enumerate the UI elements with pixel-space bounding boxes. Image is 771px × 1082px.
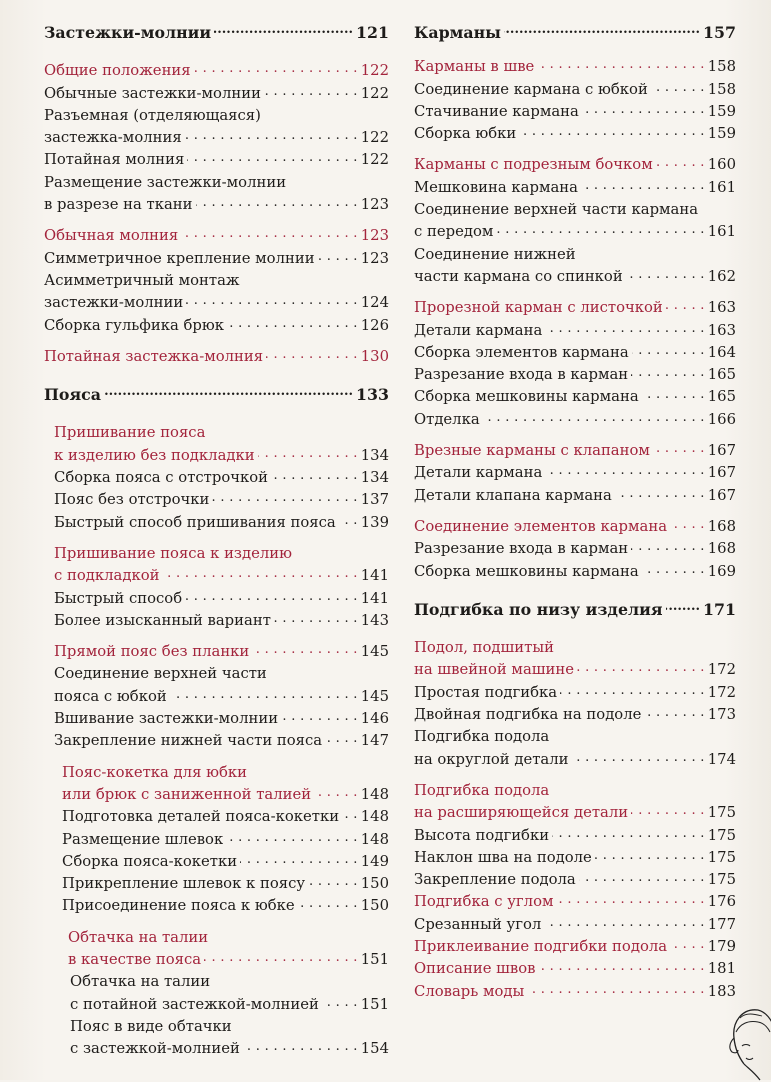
toc-subsection-general[interactable]: [44, 60, 389, 82]
leader-dots: [552, 825, 705, 847]
toc-title: Застежки-молнии: [44, 23, 212, 42]
toc-entry[interactable]: [414, 749, 736, 771]
toc-entry[interactable]: [44, 588, 389, 610]
leader-dots: [666, 599, 700, 621]
toc-subsection-machine-hem[interactable]: [414, 659, 736, 681]
toc-title: Срезанный угол: [414, 915, 542, 933]
toc-title: Подготовка деталей пояса-кокетки: [62, 808, 340, 826]
toc-page-number: 177: [707, 915, 736, 933]
toc-title: Словарь моды: [414, 982, 525, 1000]
toc-entry[interactable]: [414, 101, 736, 123]
toc-entry[interactable]: [414, 221, 736, 243]
leader-dots: [264, 83, 358, 105]
toc-title: Описание швов: [414, 960, 536, 978]
toc-title: части кармана со спинкой: [414, 267, 623, 285]
leader-dots: [227, 315, 358, 337]
leader-dots: [274, 610, 358, 632]
toc-page-number: 141: [360, 589, 389, 607]
toc-entry[interactable]: [414, 342, 736, 364]
toc-title: Пояс без отстрочки: [54, 491, 210, 509]
toc-page-number: 122: [360, 151, 389, 169]
leader-dots: [162, 565, 357, 587]
toc-entry[interactable]: [414, 869, 736, 891]
toc-title: Сборка пояса-кокетки: [62, 852, 238, 870]
toc-title: Быстрый способ: [54, 589, 183, 607]
toc-title-line: Подгибка подола: [414, 728, 550, 746]
leader-dots: [322, 994, 358, 1016]
toc-entry[interactable]: [44, 292, 389, 314]
toc-title: Карманы: [414, 23, 502, 42]
toc-page-number: 167: [707, 464, 736, 482]
toc-entry[interactable]: [414, 538, 736, 560]
toc-entry[interactable]: [414, 825, 736, 847]
toc-page-number: 171: [703, 599, 736, 619]
leader-dots: [642, 386, 705, 408]
leader-dots: [240, 851, 358, 873]
toc-title: пояса с юбкой: [54, 687, 167, 705]
toc-title: Прямой пояс без планки: [54, 643, 250, 661]
toc-page-number: 181: [707, 960, 736, 978]
leader-dots: [194, 60, 358, 82]
toc-title: застежка-молния: [44, 129, 182, 147]
leader-dots: [298, 895, 358, 917]
toc-page-number: 151: [360, 950, 389, 968]
toc-entry[interactable]: [44, 851, 389, 873]
toc-subsection-corner-hem[interactable]: [414, 891, 736, 913]
toc-title: Приклеивание подгибки подола: [414, 937, 668, 955]
toc-page-number: 148: [360, 808, 389, 826]
leader-dots: [519, 123, 704, 145]
leader-dots: [204, 949, 358, 971]
leader-dots: [651, 79, 705, 101]
toc-subsection-seams[interactable]: [414, 958, 736, 980]
toc-title-line: Подгибка подола: [414, 781, 550, 799]
toc-page-number: 175: [707, 804, 736, 822]
toc-title: Детали кармана: [414, 321, 543, 339]
toc-title: Потайная молния: [44, 151, 185, 169]
toc-title: Мешковина кармана: [414, 178, 578, 196]
toc-subsection-elements-join[interactable]: [414, 516, 736, 538]
toc-page-number: 123: [360, 249, 389, 267]
toc-title-line: Подол, подшитый: [414, 639, 554, 657]
face-sketch-icon: [718, 1002, 771, 1082]
leader-dots: [632, 342, 705, 364]
toc-title: на расширяющейся детали: [414, 804, 629, 822]
toc-page-number: 165: [707, 388, 736, 406]
toc-title-line: Асимметричный монтаж: [44, 271, 240, 289]
toc-page-number: 175: [707, 848, 736, 866]
toc-entry[interactable]: [414, 409, 736, 431]
leader-dots: [271, 467, 358, 489]
toc-section-waistbands[interactable]: [44, 384, 389, 406]
toc-page-number: 147: [360, 732, 389, 750]
leader-dots: [170, 686, 358, 708]
toc-page-number: 122: [360, 62, 389, 80]
toc-title: на округлой детали: [414, 750, 569, 768]
toc-title-line: Соединение нижней: [414, 245, 576, 263]
toc-title: Детали клапана кармана: [414, 486, 612, 504]
toc-section-hems[interactable]: [414, 599, 736, 621]
leader-dots: [545, 462, 704, 484]
toc-page-number: 158: [707, 58, 736, 76]
leader-dots: [281, 708, 358, 730]
leader-dots: [595, 847, 705, 869]
toc-page-number: 168: [707, 540, 736, 558]
leader-dots: [631, 802, 705, 824]
toc-entry[interactable]: [414, 320, 736, 342]
toc-page-number: 163: [707, 299, 736, 317]
toc-title: Потайная застежка-молния: [44, 347, 264, 365]
leader-dots: [538, 958, 704, 980]
toc-subsection-regular-zip[interactable]: [44, 225, 389, 247]
toc-subsection-with-lining[interactable]: [44, 565, 389, 587]
toc-title: Детали кармана: [414, 464, 543, 482]
toc-page-number: 161: [707, 223, 736, 241]
toc-title-line: Обтачка на талии: [68, 928, 209, 946]
toc-section-pockets[interactable]: [414, 22, 736, 44]
toc-title: Сборка элементов кармана: [414, 343, 629, 361]
leader-dots: [537, 56, 704, 78]
toc-title: Карманы с подрезным бочком: [414, 156, 653, 174]
toc-entry[interactable]: [44, 708, 389, 730]
leader-dots: [653, 440, 705, 462]
toc-entry[interactable]: [414, 682, 736, 704]
toc-page-number: 176: [707, 893, 736, 911]
toc-entry[interactable]: [44, 686, 389, 708]
leader-dots: [258, 445, 358, 467]
toc-subsection-glossary[interactable]: [414, 981, 736, 1003]
leader-dots: [214, 22, 353, 44]
toc-page-number: 137: [360, 491, 389, 509]
toc-entry[interactable]: [414, 914, 736, 936]
toc-entry[interactable]: [44, 489, 389, 511]
toc-page-number: 148: [360, 830, 389, 848]
toc-page-number: 160: [707, 156, 736, 174]
toc-page-number: 143: [360, 611, 389, 629]
toc-page-number: 130: [360, 347, 389, 365]
leader-dots: [670, 936, 705, 958]
toc-left-column: [44, 22, 389, 1060]
toc-page-number: 172: [707, 661, 736, 679]
toc-title: Наклон шва на подоле: [414, 848, 592, 866]
toc-page-number: 163: [707, 321, 736, 339]
toc-subsection-invisible-zip[interactable]: [44, 346, 389, 368]
toc-page-number: 149: [360, 852, 389, 870]
leader-dots: [572, 749, 705, 771]
leader-dots: [496, 221, 704, 243]
toc-page-number: 133: [356, 385, 389, 405]
toc-page-number: 172: [707, 683, 736, 701]
leader-dots: [243, 1038, 358, 1060]
toc-entry[interactable]: [44, 127, 389, 149]
leader-dots: [644, 704, 704, 726]
toc-title-line: Соединение верхней части кармана: [414, 201, 699, 219]
toc-title-line: Размещение застежки-молнии: [44, 173, 287, 191]
toc-page-number: 175: [707, 826, 736, 844]
leader-dots: [226, 829, 358, 851]
toc-title: Закрепление нижней части пояса: [54, 732, 323, 750]
toc-page-number: 179: [707, 937, 736, 955]
toc-entry[interactable]: [44, 895, 389, 917]
toc-entry[interactable]: [44, 467, 389, 489]
toc-title: Разрезание входа в карман: [414, 366, 629, 384]
toc-title-line: Обтачка на талии: [70, 973, 211, 991]
toc-title: Высота подгибки: [414, 826, 550, 844]
leader-dots: [185, 127, 358, 149]
toc-entry[interactable]: [44, 83, 389, 105]
leader-dots: [212, 489, 357, 511]
toc-page-number: 121: [356, 23, 389, 42]
toc-page-number: 164: [707, 343, 736, 361]
toc-entry[interactable]: [414, 462, 736, 484]
toc-title: Врезные карманы с клапаном: [414, 442, 650, 460]
toc-page-number: 141: [360, 567, 389, 585]
leader-dots: [581, 177, 705, 199]
toc-page-number: 167: [707, 442, 736, 460]
toc-page-number: 159: [707, 125, 736, 143]
toc-title: Разрезание входа в карман: [414, 540, 629, 558]
toc-subsection-yoke[interactable]: [44, 784, 389, 806]
leader-dots: [266, 346, 358, 368]
toc-page-number: 150: [360, 897, 389, 915]
toc-entry[interactable]: [44, 806, 389, 828]
toc-title-line: Пришивание пояса к изделию: [54, 544, 293, 562]
toc-title: с застежкой-молнией: [70, 1040, 240, 1058]
toc-page-number: 126: [360, 316, 389, 334]
toc-page-number: 139: [360, 513, 389, 531]
leader-dots: [527, 981, 704, 1003]
leader-dots: [483, 409, 705, 431]
leader-dots: [104, 384, 353, 406]
toc-entry[interactable]: [414, 561, 736, 583]
leader-dots: [325, 730, 358, 752]
toc-page-number: 166: [707, 410, 736, 428]
toc-title-line: Пояс в виде обтачки: [70, 1017, 232, 1035]
toc-title: к изделию без подкладки: [54, 446, 255, 464]
toc-page-number: 134: [360, 469, 389, 487]
toc-page-number: 174: [707, 750, 736, 768]
toc-subsection-welt[interactable]: [414, 297, 736, 319]
toc-title: Присоединение пояса к юбке: [62, 897, 295, 915]
leader-dots: [252, 641, 357, 663]
toc-subsection-flared-hem[interactable]: [414, 802, 736, 824]
toc-page-number: 146: [360, 710, 389, 728]
leader-dots: [186, 292, 358, 314]
toc-title-line: Разъемная (отделяющаяся): [44, 106, 261, 124]
leader-dots: [196, 194, 358, 216]
toc-title: Закрепление подола: [414, 871, 576, 889]
toc-title: с передом: [414, 223, 494, 241]
toc-entry[interactable]: [414, 364, 736, 386]
toc-page-number: 145: [360, 643, 389, 661]
toc-title-line: Пояс-кокетка для юбки: [62, 763, 248, 781]
toc-title: Сборка юбки: [414, 125, 517, 143]
toc-title: Простая подгибка: [414, 683, 558, 701]
toc-subsection-seam-pockets[interactable]: [414, 56, 736, 78]
toc-entry[interactable]: [44, 610, 389, 632]
toc-entry[interactable]: [44, 873, 389, 895]
toc-page-number: 161: [707, 178, 736, 196]
toc-entry[interactable]: [44, 194, 389, 216]
toc-entry[interactable]: [414, 123, 736, 145]
leader-dots: [670, 516, 705, 538]
leader-dots: [631, 538, 705, 560]
toc-title: Сборка мешковины кармана: [414, 388, 639, 406]
toc-page-number: 175: [707, 871, 736, 889]
toc-title: Обычная молния: [44, 227, 179, 245]
toc-title: Стачивание кармана: [414, 102, 579, 120]
toc-page-number: 122: [360, 84, 389, 102]
toc-section-zippers[interactable]: [44, 22, 389, 44]
toc-title: Сборка гульфика брюк: [44, 316, 225, 334]
toc-title: Симметричное крепление молнии: [44, 249, 315, 267]
toc-subsection-flap[interactable]: [414, 440, 736, 462]
toc-page-number: 173: [707, 706, 736, 724]
leader-dots: [339, 512, 358, 534]
toc-title: Вшивание застежки-молнии: [54, 710, 279, 728]
toc-title: с подкладкой: [54, 567, 160, 585]
leader-dots: [557, 891, 705, 913]
toc-title: с потайной застежкой-молнией: [70, 995, 319, 1013]
toc-entry[interactable]: [414, 485, 736, 507]
toc-page-number: 124: [360, 294, 389, 312]
toc-title: Прорезной карман с листочкой: [414, 299, 663, 317]
toc-entry[interactable]: [44, 829, 389, 851]
toc-page-number: 158: [707, 80, 736, 98]
toc-page-number: 157: [703, 23, 736, 42]
toc-subsection-facing[interactable]: [44, 949, 389, 971]
toc-page-number: 145: [360, 687, 389, 705]
toc-title: Размещение шлевок: [62, 830, 224, 848]
toc-title: Общие положения: [44, 62, 191, 80]
leader-dots: [308, 873, 358, 895]
toc-title: в разрезе на ткани: [44, 196, 193, 214]
toc-subsection-no-lining[interactable]: [44, 445, 389, 467]
toc-entry[interactable]: [414, 177, 736, 199]
toc-page-number: 150: [360, 875, 389, 893]
toc-page-number: 183: [707, 982, 736, 1000]
leader-dots: [666, 297, 705, 319]
leader-dots: [626, 266, 705, 288]
toc-entry[interactable]: [44, 512, 389, 534]
toc-title: застежки-молнии: [44, 294, 184, 312]
toc-page-number: 165: [707, 366, 736, 384]
toc-title: Соединение элементов кармана: [414, 517, 668, 535]
toc-title: Прикрепление шлевок к поясу: [62, 875, 306, 893]
toc-title: Быстрый способ пришивания пояса: [54, 513, 336, 531]
toc-title: Пояса: [44, 385, 101, 405]
toc-page-number: 123: [360, 227, 389, 245]
toc-title: Более изысканный вариант: [54, 611, 271, 629]
toc-title: Подгибка с углом: [414, 893, 554, 911]
toc-title: Двойная подгибка на подоле: [414, 706, 642, 724]
toc-title: Отделка: [414, 410, 480, 428]
toc-page-number: 122: [360, 129, 389, 147]
toc-subsection-straight-belt[interactable]: [44, 641, 389, 663]
toc-right-column: [414, 22, 736, 1003]
toc-page-number: 169: [707, 562, 736, 580]
toc-title: Соединение кармана с юбкой: [414, 80, 648, 98]
toc-page-number: 151: [360, 995, 389, 1013]
leader-dots: [504, 22, 700, 44]
leader-dots: [187, 149, 357, 171]
leader-dots: [314, 784, 358, 806]
toc-entry[interactable]: [44, 730, 389, 752]
toc-page-number: 123: [360, 196, 389, 214]
toc-page-number: 167: [707, 486, 736, 504]
toc-title: Сборка пояса с отстрочкой: [54, 469, 269, 487]
leader-dots: [579, 869, 705, 891]
leader-dots: [342, 806, 358, 828]
leader-dots: [560, 682, 705, 704]
toc-title: на швейной машине: [414, 661, 574, 679]
leader-dots: [181, 225, 358, 247]
toc-page-number: 154: [360, 1040, 389, 1058]
toc-entry[interactable]: [414, 847, 736, 869]
leader-dots: [656, 154, 705, 176]
toc-entry[interactable]: [44, 315, 389, 337]
toc-title: или брюк с заниженной талией: [62, 785, 312, 803]
toc-subsection-glued-hem[interactable]: [414, 936, 736, 958]
leader-dots: [318, 248, 358, 270]
toc-title-line: Пришивание пояса: [54, 424, 206, 442]
toc-title: Карманы в шве: [414, 58, 535, 76]
leader-dots: [642, 561, 705, 583]
toc-title: Сборка мешковины кармана: [414, 562, 639, 580]
toc-page-number: 168: [707, 517, 736, 535]
toc-page-number: 159: [707, 102, 736, 120]
toc-entry[interactable]: [414, 79, 736, 101]
leader-dots: [545, 320, 704, 342]
toc-page-number: 162: [707, 267, 736, 285]
toc-entry[interactable]: [44, 994, 389, 1016]
toc-title: Обычные застежки-молнии: [44, 84, 261, 102]
toc-entry[interactable]: [414, 704, 736, 726]
toc-title-line: Соединение верхней части: [54, 665, 267, 683]
leader-dots: [631, 364, 705, 386]
toc-title: в качестве пояса: [68, 950, 202, 968]
leader-dots: [577, 659, 705, 681]
toc-page-number: 148: [360, 785, 389, 803]
toc-entry[interactable]: [44, 149, 389, 171]
toc-subsection-cut-side[interactable]: [414, 154, 736, 176]
toc-title: Подгибка по низу изделия: [414, 599, 663, 619]
toc-entry[interactable]: [44, 1038, 389, 1060]
toc-entry[interactable]: [414, 386, 736, 408]
leader-dots: [582, 101, 705, 123]
toc-entry[interactable]: [44, 248, 389, 270]
toc-entry[interactable]: [414, 266, 736, 288]
leader-dots: [544, 914, 704, 936]
leader-dots: [185, 588, 358, 610]
toc-page-number: 134: [360, 446, 389, 464]
leader-dots: [615, 485, 705, 507]
